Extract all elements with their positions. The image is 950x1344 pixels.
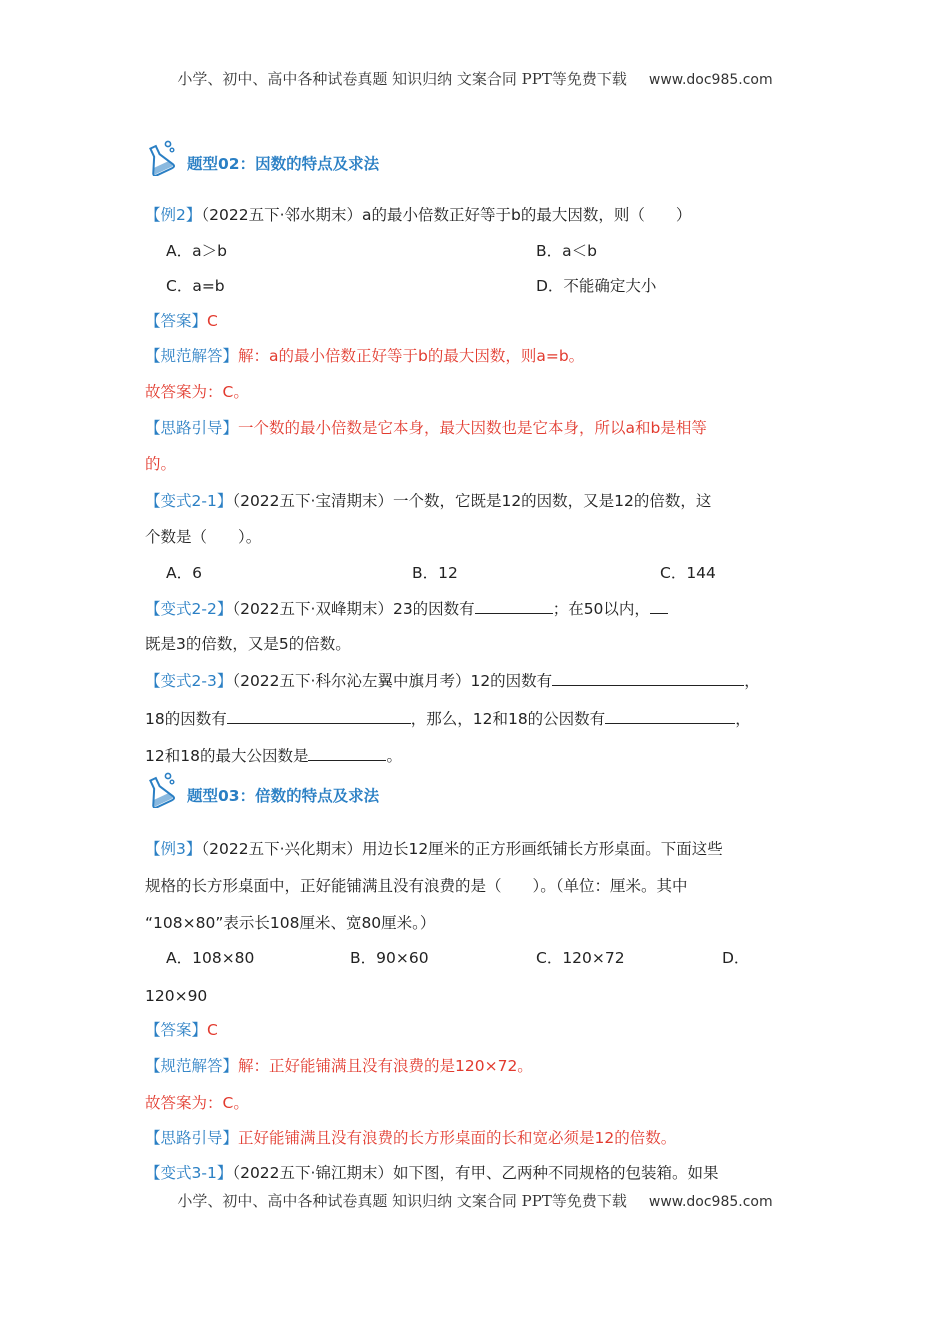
footer-text: 小学、初中、高中各种试卷真题 知识归纳 文案合同 PPT等免费下载 [177, 1192, 627, 1210]
v22-question-cont: 既是3的倍数，又是5的倍数。 [145, 635, 351, 653]
ex3-answer-tag: 【答案】 [145, 1021, 208, 1039]
v23-l3b: 。 [386, 747, 402, 765]
page-header [0, 68, 950, 89]
ex2-hint-cont: 的。 [145, 455, 177, 473]
flask-icon [143, 140, 177, 176]
v21-option-b: B．12 [412, 564, 458, 582]
ex3-option-d: D． [722, 949, 750, 967]
ex3-text-1: （2022五下·兴化期末）用边长12厘米的正方形画纸铺长方形桌面。下面这些 [201, 840, 723, 858]
v23-l2a: 18的因数有 [145, 710, 227, 728]
ex3-solution-tag: 【规范解答】 [145, 1057, 239, 1075]
header-site: www.doc985.com [648, 72, 773, 88]
ex2-answer-value: C [207, 312, 218, 330]
ex3-hint-tag: 【思路引导】 [145, 1129, 239, 1147]
v31-question [145, 1162, 718, 1184]
flask-icon [143, 772, 177, 808]
header-text: 小学、初中、高中各种试卷真题 知识归纳 文案合同 PPT等免费下载 [177, 70, 627, 88]
ex2-conclusion: 故答案为：C。 [145, 383, 249, 401]
v23-tag: 【变式2-3】 [145, 672, 233, 690]
section-title-03: 题型03：倍数的特点及求法 [187, 787, 380, 805]
ex2-hint-tag: 【思路引导】 [145, 419, 239, 437]
v23-line3 [145, 744, 402, 767]
answer-blank[interactable] [308, 744, 386, 761]
answer-blank[interactable] [650, 597, 668, 614]
v22-text-2: ；在50以内， [552, 600, 650, 618]
ex3-hint-text: 正好能铺满且没有浪费的长方形桌面的长和宽必须是12的倍数。 [238, 1129, 677, 1147]
ex3-solution [145, 1055, 533, 1077]
answer-blank[interactable] [475, 597, 553, 614]
v21-question [145, 490, 711, 512]
v21-text: （2022五下·宝清期末）一个数，它既是12的因数，又是12的倍数，这 [232, 492, 712, 510]
ex2-answer-tag: 【答案】 [145, 312, 208, 330]
ex2-solution [145, 345, 584, 367]
footer-site: www.doc985.com [648, 1194, 773, 1210]
ex3-option-a: A．108×80 [166, 949, 255, 967]
ex3-solution-text: 解：正好能铺满且没有浪费的是120×72。 [238, 1057, 533, 1075]
v23-text-1: （2022五下·科尔沁左翼中旗月考）12的因数有 [232, 672, 553, 690]
ex2-option-c: C．a=b [166, 277, 225, 295]
v23-l3a: 12和18的最大公因数是 [145, 747, 309, 765]
v22-question [145, 597, 668, 620]
v22-text-1: （2022五下·双峰期末）23的因数有 [232, 600, 475, 618]
ex2-question [145, 204, 691, 226]
ex2-hint-text: 一个数的最小倍数是它本身，最大因数也是它本身，所以a和b是相等 [238, 419, 707, 437]
ex2-option-a: A．a＞b [166, 242, 227, 260]
v21-option-c: C．144 [660, 564, 716, 582]
ex3-text-2: 规格的长方形桌面中，正好能铺满且没有浪费的是（ ）。（单位：厘米。其中 [145, 877, 688, 895]
ex2-solution-text: 解：a的最小倍数正好等于b的最大因数，则a=b。 [238, 347, 585, 365]
v23-line2 [145, 707, 751, 730]
answer-blank[interactable] [605, 707, 735, 724]
ex2-hint [145, 417, 707, 439]
ex2-answer [145, 310, 218, 332]
v31-text: （2022五下·锦江期末）如下图，有甲、乙两种不同规格的包装箱。如果 [232, 1164, 719, 1182]
v22-tag: 【变式2-2】 [145, 600, 233, 618]
ex3-conclusion: 故答案为：C。 [145, 1094, 249, 1112]
v31-tag: 【变式3-1】 [145, 1164, 233, 1182]
v21-question-cont: 个数是（ ）。 [145, 528, 262, 546]
answer-blank[interactable] [552, 669, 744, 686]
v23-comma: ， [744, 672, 760, 690]
answer-blank[interactable] [227, 707, 411, 724]
v23-question [145, 669, 760, 692]
section-heading-03 [143, 772, 379, 808]
ex3-tag: 【例3】 [145, 840, 202, 858]
ex3-question [145, 838, 723, 860]
section-heading-02 [143, 140, 379, 176]
ex3-answer [145, 1019, 218, 1041]
ex2-question-text: （2022五下·邻水期末）a的最小倍数正好等于b的最大因数，则（ ） [201, 206, 692, 224]
ex2-solution-tag: 【规范解答】 [145, 347, 239, 365]
ex3-option-d-value: 120×90 [145, 987, 208, 1005]
page-footer [0, 1190, 950, 1211]
v23-l2b: ，那么，12和18的公因数有 [410, 710, 606, 728]
ex2-tag: 【例2】 [145, 206, 202, 224]
ex3-text-3: “108×80”表示长108厘米、宽80厘米。） [145, 914, 436, 932]
ex2-option-b: B．a＜b [536, 242, 597, 260]
v21-option-a: A．6 [166, 564, 202, 582]
ex3-option-c: C．120×72 [536, 949, 625, 967]
v21-tag: 【变式2-1】 [145, 492, 233, 510]
ex3-option-b: B．90×60 [350, 949, 429, 967]
ex3-hint [145, 1127, 676, 1149]
section-title-02: 题型02：因数的特点及求法 [187, 155, 380, 173]
v23-l2c: ， [735, 710, 751, 728]
ex3-answer-value: C [207, 1021, 218, 1039]
ex2-option-d: D．不能确定大小 [536, 277, 657, 295]
